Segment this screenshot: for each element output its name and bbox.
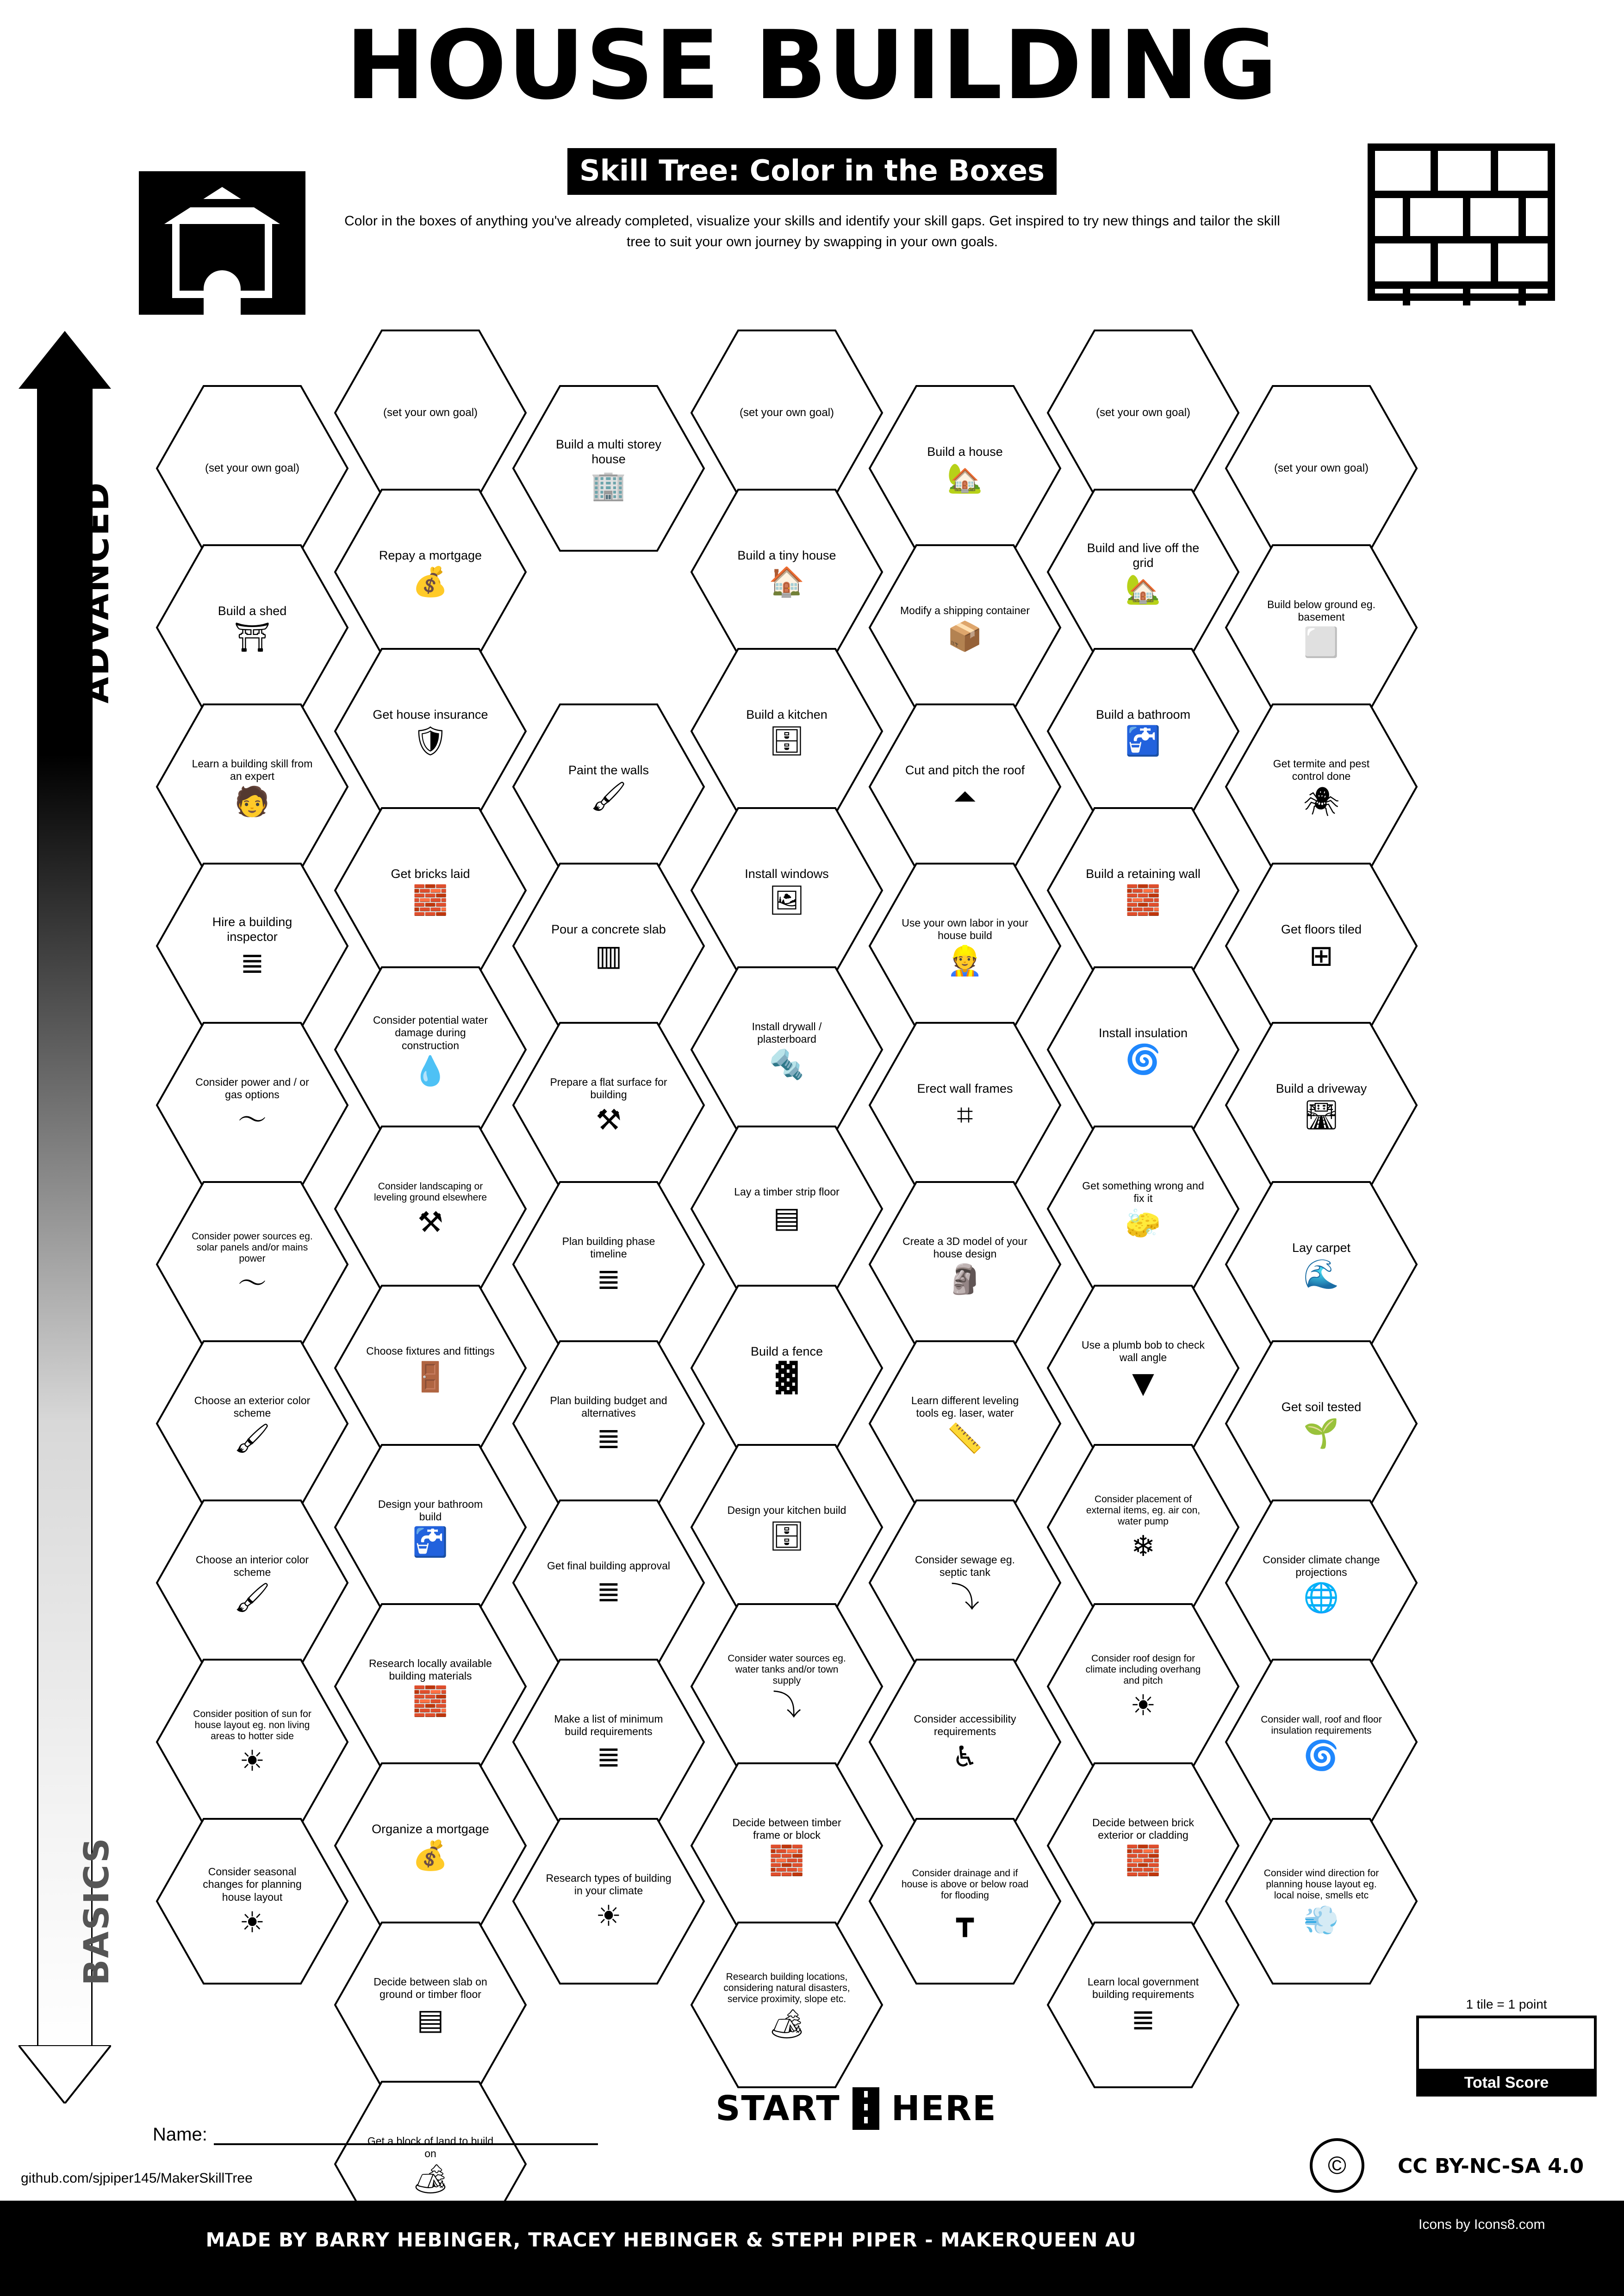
worker-icon: 👷 xyxy=(947,944,983,978)
door-handle-icon: 🚪 xyxy=(412,1359,448,1394)
3d-model-icon: 🗿 xyxy=(947,1262,983,1296)
soil-test-icon: 🌱 xyxy=(1303,1416,1339,1450)
skill-tile-label: (set your own goal) xyxy=(739,406,834,419)
skill-tile[interactable] xyxy=(1046,1921,1240,2089)
skill-tile[interactable] xyxy=(1224,1658,1419,1826)
skill-tile[interactable] xyxy=(868,1180,1062,1349)
skill-tile[interactable] xyxy=(333,1125,528,1293)
insulation-roll-icon: 🌀 xyxy=(1125,1042,1161,1076)
skill-tile[interactable] xyxy=(333,1602,528,1771)
skill-tile[interactable] xyxy=(690,1284,884,1452)
tiny-house-icon: 🏠 xyxy=(769,565,805,599)
skill-tile-label: (set your own goal) xyxy=(205,461,300,474)
skill-tile-label: Build a multi storey house xyxy=(555,437,662,466)
skill-tile-label: Get bricks laid xyxy=(391,866,470,881)
skill-tile-label: Cut and pitch the roof xyxy=(905,763,1025,777)
skill-tile-label: Get something wrong and fix it xyxy=(1082,1179,1204,1204)
road-icon xyxy=(852,2087,879,2130)
skill-tile[interactable] xyxy=(1224,1180,1419,1349)
skill-tile[interactable] xyxy=(1046,1602,1240,1771)
skill-tile[interactable] xyxy=(690,329,884,497)
skill-tile[interactable] xyxy=(1046,965,1240,1134)
skill-tile-label: Choose fixtures and fittings xyxy=(366,1345,495,1357)
water-drop-icon: 💧 xyxy=(412,1053,448,1088)
skill-tile-label: Paint the walls xyxy=(568,763,649,777)
skill-tile-label: Get house insurance xyxy=(373,707,488,722)
skill-tile-label: Consider position of sun for house layout eg. non living areas to hotter side xyxy=(193,1708,311,1742)
house-plan-icon: 🏡 xyxy=(947,461,983,495)
timber-icon: ▤ xyxy=(773,1200,801,1234)
skill-tile-label: Prepare a flat surface for building xyxy=(550,1076,667,1101)
skill-tile-label: Lay a timber strip floor xyxy=(734,1186,840,1198)
skill-tile-label: Consider sewage eg. septic tank xyxy=(915,1553,1015,1578)
skill-tile-label: Consider roof design for climate including overhang and pitch xyxy=(1085,1653,1201,1686)
github-link[interactable]: github.com/sjpiper145/MakerSkillTree xyxy=(21,2171,253,2186)
money-bag-icon: 💰 xyxy=(412,1838,448,1873)
intro-text: Color in the boxes of anything you've already completed, visualize your skills and identify your skill gaps. Get inspired to try new things and tailor the skill tree to suit your own journey by swapping in your own goals. xyxy=(344,213,1280,249)
skill-tile[interactable] xyxy=(1046,1443,1240,1612)
skill-tile-label: Pour a concrete slab xyxy=(551,922,666,936)
skill-tile-label: Get termite and pest control done xyxy=(1273,757,1370,782)
skill-tile[interactable] xyxy=(333,1284,528,1452)
skill-tile[interactable] xyxy=(1046,1284,1240,1452)
brick-wall-icon: 🧱 xyxy=(1125,883,1161,917)
skill-tile[interactable] xyxy=(690,806,884,975)
skill-tile-label: Research types of building in your climate xyxy=(546,1872,672,1897)
skill-tile-label: Repay a mortgage xyxy=(379,548,482,562)
creative-commons-icon: © xyxy=(1310,2138,1364,2193)
credits-text: MADE BY BARRY HEBINGER, TRACEY HEBINGER & STEPH PIPER - MAKERQUEEN AU xyxy=(205,2228,1137,2251)
skill-tile[interactable] xyxy=(690,1761,884,1930)
skill-tile[interactable] xyxy=(690,647,884,815)
skill-tile[interactable] xyxy=(511,1339,706,1508)
tap-icon: 🚰 xyxy=(412,1525,448,1559)
checklist-icon: ≣ xyxy=(240,946,264,980)
skill-tile[interactable] xyxy=(868,1817,1062,1985)
skill-tile[interactable] xyxy=(155,384,349,553)
skill-tile-label: Consider placement of external items, eg. air con, water pump xyxy=(1086,1493,1201,1527)
skill-tile[interactable] xyxy=(155,1180,349,1349)
skill-tile[interactable] xyxy=(511,703,706,871)
skill-tile[interactable] xyxy=(868,1499,1062,1667)
skill-tile[interactable] xyxy=(511,1021,706,1189)
driveway-icon: 🛣 xyxy=(1303,1098,1340,1132)
skill-tile-label: (set your own goal) xyxy=(1095,406,1191,419)
skill-tile[interactable] xyxy=(155,1658,349,1826)
skill-tile-label: Get soil tested xyxy=(1281,1400,1362,1414)
skill-tile[interactable] xyxy=(333,647,528,815)
skill-tile-label: Build a tiny house xyxy=(737,548,836,562)
score-note: 1 tile = 1 point xyxy=(1466,1997,1547,2011)
insulation-roll-icon: 🌀 xyxy=(1303,1738,1339,1773)
skill-tile-label: Build below ground eg. basement xyxy=(1267,598,1375,623)
land-icon: 🏕 xyxy=(768,2007,805,2041)
skill-tile[interactable] xyxy=(868,1658,1062,1826)
skill-tile[interactable] xyxy=(868,862,1062,1030)
timber-icon: ▤ xyxy=(417,2003,444,2037)
skill-tile-label: Hire a building inspector xyxy=(212,915,292,944)
skill-tile-label: Choose an interior color scheme xyxy=(195,1553,309,1578)
skill-tile-label: Learn a building skill from an expert xyxy=(192,757,313,782)
skill-tile-label: Build a driveway xyxy=(1276,1081,1367,1095)
start-here-marker xyxy=(671,2087,1041,2130)
level-tool-icon: 📏 xyxy=(947,1421,983,1456)
skill-tile-label: Decide between slab on ground or timber floor xyxy=(373,1975,487,2000)
wall-frame-icon: ⌗ xyxy=(957,1098,973,1132)
skill-tile-label: Build a shed xyxy=(218,604,287,618)
basement-icon: ⬜ xyxy=(1303,625,1339,660)
skill-tile[interactable] xyxy=(511,1817,706,1985)
checklist-icon: ≣ xyxy=(597,1421,621,1456)
skill-tile-label: (set your own goal) xyxy=(383,406,478,419)
teacher-icon: 🧑 xyxy=(234,784,270,819)
skill-tile-label: Erect wall frames xyxy=(917,1081,1013,1095)
skill-tile-label: Learn different leveling tools eg. laser, water xyxy=(911,1394,1019,1419)
skill-tile-label: Consider climate change projections xyxy=(1263,1553,1380,1578)
wind-icon: 💨 xyxy=(1303,1903,1339,1937)
paint-roller-icon: 🖌 xyxy=(234,1421,271,1456)
skill-tile[interactable] xyxy=(690,965,884,1134)
license-text: CC BY-NC-SA 4.0 xyxy=(1398,2154,1584,2178)
tap-icon: 🚰 xyxy=(1125,724,1161,758)
skill-tile[interactable] xyxy=(868,543,1062,712)
page-subtitle: Skill Tree: Color in the Boxes xyxy=(567,148,1057,195)
skill-tile-label: Build and live off the grid xyxy=(1087,541,1200,570)
skill-tile-label: Install drywall / plasterboard xyxy=(752,1020,822,1045)
start-label: START xyxy=(716,2089,840,2128)
skill-tile[interactable] xyxy=(155,703,349,871)
shed-icon: ⛩ xyxy=(234,620,271,654)
checklist-icon: ≣ xyxy=(597,1262,621,1296)
skill-tile[interactable] xyxy=(1224,1499,1419,1667)
skill-tile-label: Install windows xyxy=(745,866,829,881)
skill-tile[interactable] xyxy=(1224,1339,1419,1508)
page-title: HOUSE BUILDING xyxy=(345,11,1279,121)
roof-icon: ⏶ xyxy=(953,779,977,814)
money-bag-icon: 💰 xyxy=(412,565,448,599)
checklist-icon: ≣ xyxy=(1131,2003,1155,2037)
tiles-icon: ⊞ xyxy=(1309,939,1333,973)
paint-brush-icon: 🖌 xyxy=(590,779,627,814)
skill-tile[interactable] xyxy=(333,488,528,656)
kitchen-icon: 🗄 xyxy=(768,724,805,758)
skill-tile-label: Choose an exterior color scheme xyxy=(194,1394,311,1419)
wires-icon: 〜 xyxy=(237,1103,267,1137)
skill-tile[interactable] xyxy=(690,488,884,656)
skill-tile[interactable] xyxy=(333,806,528,975)
multi-storey-house-icon: 🏢 xyxy=(591,468,627,503)
skill-tile[interactable] xyxy=(690,1602,884,1771)
skill-tile[interactable] xyxy=(868,1021,1062,1189)
skill-tile[interactable] xyxy=(155,1021,349,1189)
skill-tile[interactable] xyxy=(333,1761,528,1930)
pest-control-icon: 🕷 xyxy=(1303,784,1340,819)
sun-icon: ☀ xyxy=(596,1899,622,1933)
skill-tile-label: Use a plumb bob to check wall angle xyxy=(1082,1338,1205,1363)
skill-tile[interactable] xyxy=(868,384,1062,553)
skill-tile[interactable] xyxy=(155,543,349,712)
skill-tile-label: Use your own labor in your house build xyxy=(902,916,1028,941)
skill-tile-label: Consider landscaping or leveling ground elsewhere xyxy=(374,1181,487,1203)
skill-tile-label: Consider accessibility requirements xyxy=(914,1712,1016,1737)
window-icon: 🖼 xyxy=(768,883,805,917)
skill-tile-label: Consider power and / or gas options xyxy=(195,1076,309,1101)
skill-tile[interactable] xyxy=(690,1125,884,1293)
concrete-slab-icon: ▥ xyxy=(595,939,622,973)
skill-tile-label: Lay carpet xyxy=(1292,1240,1351,1255)
checklist-icon: ≣ xyxy=(597,1740,621,1774)
skill-tile-label: (set your own goal) xyxy=(1274,461,1369,474)
skill-tile[interactable] xyxy=(690,1443,884,1612)
skill-tile[interactable] xyxy=(1046,1761,1240,1930)
skill-tile[interactable] xyxy=(333,1921,528,2089)
shipping-container-icon: 📦 xyxy=(947,619,983,653)
skill-tile-label: Install insulation xyxy=(1098,1026,1188,1040)
skill-tile[interactable] xyxy=(1046,806,1240,975)
carpet-roll-icon: 🌊 xyxy=(1303,1257,1339,1291)
skill-tile[interactable] xyxy=(511,862,706,1030)
skill-tile-label: Make a list of minimum build requirements xyxy=(554,1712,663,1737)
skill-tile-label: Consider drainage and if house is above or below road for flooding xyxy=(901,1867,1029,1901)
land-icon: 🏕 xyxy=(412,2162,449,2196)
skill-tile[interactable] xyxy=(868,1339,1062,1508)
skill-tile[interactable] xyxy=(1046,329,1240,497)
skill-tile-label: Consider water sources eg. water tanks and/or town supply xyxy=(728,1653,846,1686)
shovel-icon: ⚒ xyxy=(417,1205,443,1239)
skill-tile[interactable] xyxy=(1046,1125,1240,1293)
skill-tile[interactable] xyxy=(1224,1021,1419,1189)
brick-wall-icon: 🧱 xyxy=(412,1684,448,1718)
shovel-icon: ⚒ xyxy=(596,1103,622,1137)
skill-tile[interactable] xyxy=(511,1499,706,1667)
name-label: Name: xyxy=(153,2124,207,2145)
drain-icon: ┳ xyxy=(956,1903,974,1937)
off-grid-house-icon: 🏡 xyxy=(1125,572,1161,606)
skill-tile[interactable] xyxy=(155,862,349,1030)
skill-tile-label: Consider wall, roof and floor insulation requirements xyxy=(1261,1714,1382,1736)
wires-icon: 〜 xyxy=(237,1266,267,1300)
fence-icon: ▓ xyxy=(776,1361,798,1395)
sun-icon: ☀ xyxy=(239,1744,265,1778)
skill-tile[interactable] xyxy=(333,329,528,497)
skill-tile-label: Consider potential water damage during construction xyxy=(373,1014,488,1052)
skill-tile[interactable] xyxy=(511,1180,706,1349)
skill-tile[interactable] xyxy=(1224,703,1419,871)
brick-wall-icon: 🧱 xyxy=(1125,1843,1161,1878)
skill-tile-label: Build a retaining wall xyxy=(1086,866,1201,881)
accessibility-icon: ♿ xyxy=(952,1740,978,1774)
skill-tile[interactable] xyxy=(1046,488,1240,656)
axis-label-basics: BASICS xyxy=(77,1836,117,1985)
skill-tile-label: Consider seasonal changes for planning house layout xyxy=(203,1866,302,1903)
skill-tile-label: Decide between brick exterior or cladding xyxy=(1092,1816,1194,1841)
kitchen-icon: 🗄 xyxy=(768,1518,805,1553)
skill-tile-label: Decide between timber frame or block xyxy=(732,1816,841,1841)
skill-tile-label: Create a 3D model of your house design xyxy=(902,1235,1027,1260)
skill-tile[interactable] xyxy=(333,965,528,1134)
skill-tile[interactable] xyxy=(690,1921,884,2089)
skill-tile-label: Build a fence xyxy=(750,1344,823,1358)
axis-label-advanced: ADVANCED xyxy=(77,481,117,703)
skill-tile-label: Organize a mortgage xyxy=(372,1822,489,1836)
skill-tile[interactable] xyxy=(1224,862,1419,1030)
plumb-bob-icon: ▼ xyxy=(1132,1366,1154,1400)
skill-tile-label: Consider wind direction for planning house layout eg. local noise, smells etc xyxy=(1263,1867,1379,1901)
skill-tile[interactable] xyxy=(1224,543,1419,712)
globe-icon: 🌐 xyxy=(1303,1580,1339,1615)
skill-tile[interactable] xyxy=(1046,647,1240,815)
skill-tile[interactable] xyxy=(511,1658,706,1826)
skill-tile[interactable] xyxy=(155,1817,349,1985)
skill-tile[interactable] xyxy=(1224,1817,1419,1985)
pipe-icon: ⤵ xyxy=(950,1580,979,1615)
skill-tile-label: Plan building budget and alternatives xyxy=(550,1394,667,1419)
brick-wall-icon: 🧱 xyxy=(412,883,448,917)
skill-tile-label: Get a block of land to build on xyxy=(367,2134,494,2159)
skill-tile-label: Build a house xyxy=(927,444,1003,459)
skill-tile[interactable] xyxy=(155,1339,349,1508)
paint-roller-icon: 🖌 xyxy=(234,1580,271,1615)
skill-tile[interactable] xyxy=(155,1499,349,1667)
skill-tile-label: Design your bathroom build xyxy=(378,1498,483,1523)
skill-tile-label: Get floors tiled xyxy=(1281,922,1362,936)
nail-icon: 🔩 xyxy=(769,1047,805,1082)
here-label: HERE xyxy=(891,2089,997,2128)
icons-credit: Icons by Icons8.com xyxy=(1419,2217,1545,2232)
skill-tile[interactable] xyxy=(333,1443,528,1612)
sun-icon: ☀ xyxy=(1130,1688,1156,1723)
shield-icon: 🛡 xyxy=(412,724,449,758)
skill-tile-label: Consider power sources eg. solar panels and/or mains power xyxy=(192,1231,313,1264)
pipe-icon: ⤵ xyxy=(772,1688,801,1723)
skill-tile[interactable] xyxy=(868,703,1062,871)
skill-tile-label: Design your kitchen build xyxy=(727,1504,846,1517)
skill-tile-label: Build a bathroom xyxy=(1095,707,1191,722)
skill-tile-label: Build a kitchen xyxy=(746,707,828,722)
skill-tile-label: Modify a shipping container xyxy=(900,604,1030,617)
sun-icon: ☀ xyxy=(239,1905,265,1939)
brick-wall-icon: 🧱 xyxy=(769,1843,805,1878)
skill-tile[interactable] xyxy=(1224,384,1419,553)
skill-tile[interactable] xyxy=(511,384,706,553)
total-score-label: Total Score xyxy=(1416,2069,1597,2097)
skill-tile-label: Plan building phase timeline xyxy=(562,1235,655,1260)
skill-tile-label: Research locally available building materials xyxy=(369,1657,492,1682)
skill-tile-label: Research building locations, considering natural disasters, service proximity, slope etc. xyxy=(723,1971,850,2005)
skill-tile-label: Learn local government building requirements xyxy=(1087,1975,1199,2000)
sanding-icon: 🧽 xyxy=(1125,1207,1161,1241)
skill-tile-label: Get final building approval xyxy=(547,1560,670,1572)
checklist-icon: ≣ xyxy=(597,1574,621,1608)
air-con-icon: ❄ xyxy=(1131,1529,1155,1563)
